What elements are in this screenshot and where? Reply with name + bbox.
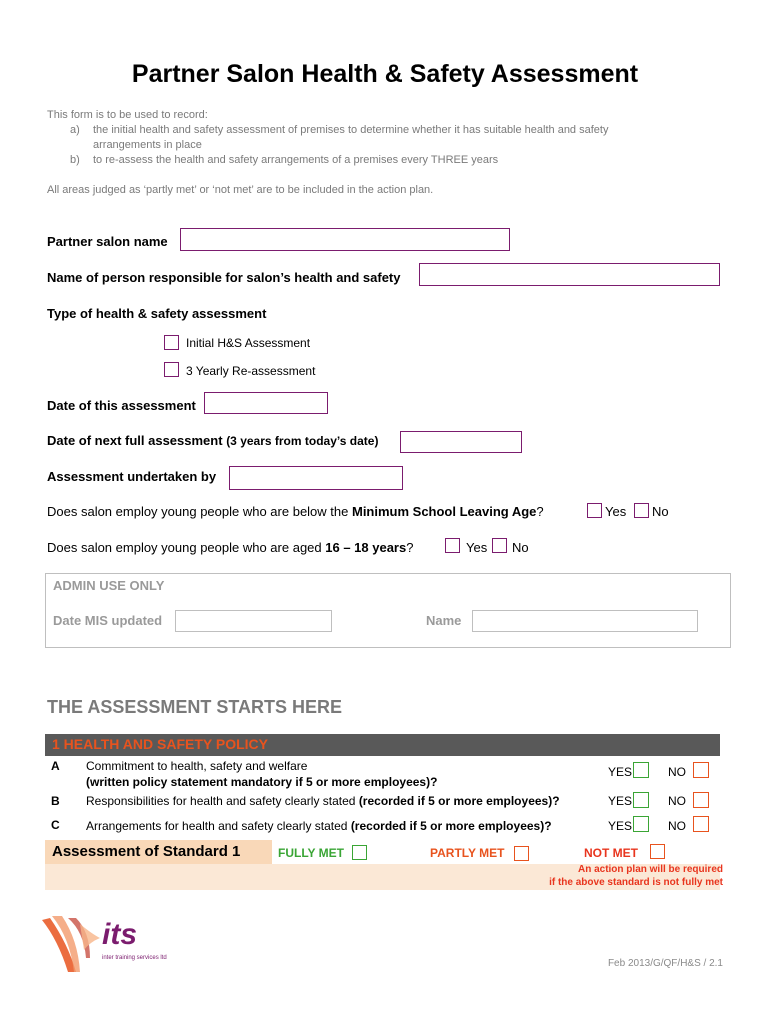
- its-logo: [40, 914, 190, 976]
- row-c-no-checkbox[interactable]: [693, 816, 709, 832]
- row-a-letter: A: [51, 759, 60, 773]
- age16-18-no-checkbox[interactable]: [492, 538, 507, 553]
- reassessment-checkbox[interactable]: [164, 362, 179, 377]
- msla-no-label: No: [652, 504, 669, 519]
- intro-a-text: the initial health and safety assessment of premises to determine whether it has suitable health and safety: [93, 124, 609, 136]
- salon-name-label: Partner salon name: [47, 234, 168, 249]
- row-b-text-plain: Responsibilities for health and safety clearly stated: [86, 794, 359, 808]
- responsible-label: Name of person responsible for salon’s health and safety: [47, 270, 401, 285]
- intro-b-marker: b): [70, 154, 80, 166]
- not-met-label: NOT MET: [584, 846, 638, 860]
- row-c-text-bold: (recorded if 5 or more employees)?: [350, 819, 552, 833]
- row-c-yes-label: YES: [608, 819, 633, 833]
- intro-b-text: to re-assess the health and safety arrangements of a premises every THREE years: [93, 154, 499, 166]
- date-next-label: [47, 433, 378, 448]
- page-title: Partner Salon Health & Safety Assessment: [131, 60, 639, 88]
- intro-line: This form is to be used to record:: [47, 109, 208, 121]
- fully-met-label: FULLY MET: [278, 846, 345, 860]
- row-b-yes-label: YES: [608, 794, 633, 808]
- not-met-checkbox[interactable]: [650, 844, 665, 859]
- young-people-msla-question: [47, 504, 544, 519]
- assessment-start-heading: THE ASSESSMENT STARTS HERE: [47, 697, 343, 717]
- q1-bold: Minimum School Leaving Age: [351, 504, 537, 519]
- q1-pre: Does salon employ young people who are below the: [47, 504, 352, 519]
- age16-18-yes-label: Yes: [466, 540, 488, 555]
- row-a-text: Commitment to health, safety and welfare: [86, 759, 308, 773]
- msla-no-checkbox[interactable]: [634, 503, 649, 518]
- young-people-16-18-question: [47, 540, 413, 555]
- document-reference: Feb 2013/G/QF/H&S / 2.1: [607, 958, 723, 969]
- row-b-text-bold: (recorded if 5 or more employees)?: [358, 794, 560, 808]
- intro-a-text-cont: arrangements in place: [93, 139, 202, 151]
- row-c-text: [86, 819, 552, 833]
- q2-bold: 16 – 18 years: [325, 540, 407, 555]
- row-c-text-plain: Arrangements for health and safety clearly stated: [86, 819, 351, 833]
- standard-1-label: Assessment of Standard 1: [52, 843, 241, 860]
- undertaken-by-label: Assessment undertaken by: [47, 469, 217, 484]
- date-this-field[interactable]: [204, 392, 328, 414]
- age16-18-no-label: No: [512, 540, 529, 555]
- q1-post: ?: [536, 504, 544, 519]
- msla-yes-label: Yes: [605, 504, 627, 519]
- row-a-yes-label: YES: [608, 765, 633, 779]
- age16-18-yes-checkbox[interactable]: [445, 538, 460, 553]
- row-b-no-label: NO: [668, 794, 686, 808]
- action-plan-note-2: if the above standard is not fully met: [549, 877, 723, 888]
- partly-met-checkbox[interactable]: [514, 846, 529, 861]
- partly-met-label: PARTLY MET: [430, 846, 505, 860]
- date-next-note: (3 years from today’s date): [226, 434, 379, 448]
- q2-pre: Does salon employ young people who are aged: [47, 540, 326, 555]
- row-b-letter: B: [51, 794, 60, 808]
- responsible-field[interactable]: [419, 263, 720, 286]
- admin-heading: ADMIN USE ONLY: [53, 578, 165, 593]
- action-plan-note-1: An action plan will be required: [577, 864, 723, 875]
- intro-a-marker: a): [70, 124, 80, 136]
- salon-name-field[interactable]: [180, 228, 510, 251]
- row-c-yes-checkbox[interactable]: [633, 816, 649, 832]
- q2-post: ?: [406, 540, 414, 555]
- row-a-no-checkbox[interactable]: [693, 762, 709, 778]
- initial-assessment-label: Initial H&S Assessment: [186, 336, 311, 350]
- logo-name: its: [102, 918, 138, 951]
- admin-name-label: Name: [426, 613, 462, 628]
- date-next-field[interactable]: [400, 431, 522, 453]
- row-c-letter: C: [51, 818, 60, 832]
- row-a-bold: (written policy statement mandatory if 5 or more employees)?: [86, 775, 438, 789]
- row-b-text: [86, 794, 560, 808]
- date-next-label-main: Date of next full assessment: [47, 433, 223, 448]
- section-1-header: 1 HEALTH AND SAFETY POLICY: [52, 736, 268, 752]
- msla-yes-checkbox[interactable]: [587, 503, 602, 518]
- initial-assessment-checkbox[interactable]: [164, 335, 179, 350]
- reassessment-label: 3 Yearly Re-assessment: [186, 364, 316, 378]
- admin-date-field[interactable]: [175, 610, 332, 632]
- row-c-no-label: NO: [668, 819, 686, 833]
- intro-note: All areas judged as ‘partly met’ or ‘not met’ are to be included in the action plan.: [47, 184, 434, 196]
- row-b-yes-checkbox[interactable]: [633, 792, 649, 808]
- admin-date-label: Date MIS updated: [53, 613, 163, 628]
- row-a-no-label: NO: [668, 765, 686, 779]
- date-this-label: Date of this assessment: [47, 398, 196, 413]
- assessment-type-label: Type of health & safety assessment: [47, 306, 267, 321]
- undertaken-by-field[interactable]: [229, 466, 403, 490]
- admin-name-field[interactable]: [472, 610, 698, 632]
- row-a-yes-checkbox[interactable]: [633, 762, 649, 778]
- fully-met-checkbox[interactable]: [352, 845, 367, 860]
- logo-tagline: inter training services ltd: [102, 955, 167, 961]
- row-b-no-checkbox[interactable]: [693, 792, 709, 808]
